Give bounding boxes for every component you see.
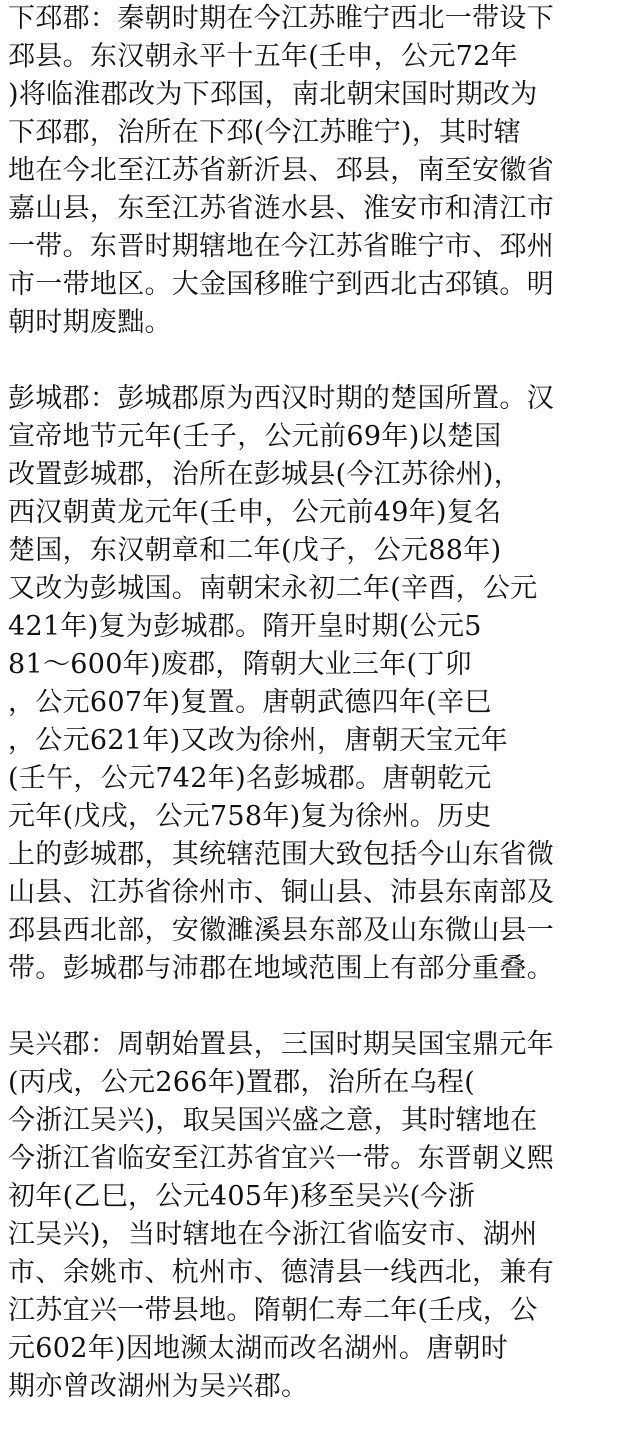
text-line: 81～600年)废郡，隋朝大业三年(丁卯 — [8, 649, 472, 680]
text-line: ，公元607年)复置。唐朝武德四年(辛巳 — [8, 687, 492, 718]
document-body — [8, 0, 636, 1406]
text-line: 市、余姚市、杭州市、德清县一线西北，兼有 — [8, 1257, 554, 1288]
paragraph-section — [8, 380, 636, 988]
text-line: (丙戌，公元266年)置郡，治所在乌程( — [8, 1067, 476, 1098]
text-line: )将临淮郡改为下邳国，南北朝宋国时期改为 — [8, 79, 538, 110]
text-line: 下邳郡，治所在下邳(今江苏睢宁)，其时辖 — [8, 117, 522, 148]
text-line: 元602年)因地濒太湖而改名湖州。唐朝时 — [8, 1333, 509, 1364]
paragraph-section — [8, 0, 636, 342]
text-line: 山县、江苏省徐州市、铜山县、沛县东南部及 — [8, 877, 554, 908]
text-line: 今浙江省临安至江苏省宜兴一带。东晋朝义熙 — [8, 1143, 554, 1174]
text-line: 上的彭城郡，其统辖范围大致包括今山东省微 — [8, 839, 554, 870]
text-line: (壬午，公元742年)名彭城郡。唐朝乾元 — [8, 763, 492, 794]
text-line: 期亦曾改湖州为吴兴郡。 — [8, 1371, 309, 1402]
paragraph-gap — [8, 342, 636, 380]
paragraph-gap — [8, 988, 636, 1026]
text-line: 江吴兴)，当时辖地在今浙江省临安市、湖州 — [8, 1219, 538, 1250]
text-line: 邳县。东汉朝永平十五年(壬申，公元72年 — [8, 41, 518, 72]
text-line: 宣帝地节元年(壬子，公元前69年)以楚国 — [8, 421, 502, 452]
text-line: 市一带地区。大金国移睢宁到西北古邳镇。明 — [8, 269, 554, 300]
text-line: 今浙江吴兴)，取吴国兴盛之意，其时辖地在 — [8, 1105, 538, 1136]
text-line: 彭城郡：彭城郡原为西汉时期的楚国所置。汉 — [8, 383, 554, 414]
text-line: 改置彭城郡，治所在彭城县(今江苏徐州)， — [8, 459, 522, 490]
text-line: 朝时期废黜。 — [8, 307, 172, 338]
text-line: 吴兴郡：周朝始置县，三国时期吴国宝鼎元年 — [8, 1029, 554, 1060]
text-line: 地在今北至江苏省新沂县、邳县，南至安徽省 — [8, 155, 554, 186]
text-line: 楚国，东汉朝章和二年(戊子，公元88年) — [8, 535, 502, 566]
text-line: 带。彭城郡与沛郡在地域范围上有部分重叠。 — [8, 953, 554, 984]
text-line: 邳县西北部，安徽濉溪县东部及山东微山县一 — [8, 915, 554, 946]
text-line: 下邳郡：秦朝时期在今江苏睢宁西北一带设下 — [8, 3, 554, 34]
text-line: 421年)复为彭城郡。隋开皇时期(公元5 — [8, 611, 482, 642]
text-line: 西汉朝黄龙元年(壬申，公元前49年)复名 — [8, 497, 502, 528]
text-line: 嘉山县，东至江苏省涟水县、淮安市和清江市 — [8, 193, 554, 224]
text-line: 江苏宜兴一带县地。隋朝仁寿二年(壬戌，公 — [8, 1295, 538, 1326]
text-line: 初年(乙巳，公元405年)移至吴兴(今浙 — [8, 1181, 476, 1212]
text-line: 一带。东晋时期辖地在今江苏省睢宁市、邳州 — [8, 231, 554, 262]
text-line: ，公元621年)又改为徐州，唐朝天宝元年 — [8, 725, 509, 756]
text-line: 元年(戊戌，公元758年)复为徐州。历史 — [8, 801, 492, 832]
paragraph-section — [8, 1026, 636, 1406]
text-line: 又改为彭城国。南朝宋永初二年(辛酉，公元 — [8, 573, 538, 604]
